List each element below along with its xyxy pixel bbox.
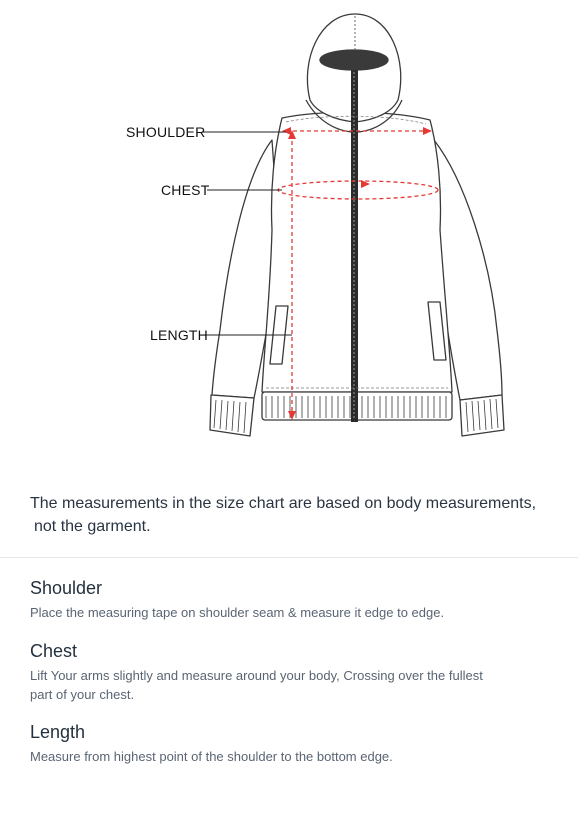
note-line-1: The measurements in the size chart are based on body measurements, bbox=[30, 495, 537, 512]
length-label: LENGTH bbox=[150, 327, 208, 343]
chest-title: Chest bbox=[30, 641, 78, 661]
note-line-2: not the garment. bbox=[34, 518, 151, 535]
shoulder-label: SHOULDER bbox=[126, 124, 206, 140]
chest-label: CHEST bbox=[161, 182, 210, 198]
shoulder-title: Shoulder bbox=[30, 578, 103, 598]
chest-description-line-2: part of your chest. bbox=[30, 687, 135, 702]
chest-description-line-1: Lift Your arms slightly and measure around your body, Crossing over the fullest bbox=[30, 668, 483, 683]
measurement-note bbox=[30, 492, 560, 538]
shoulder-section bbox=[30, 577, 550, 622]
length-section bbox=[30, 721, 550, 766]
shoulder-description: Place the measuring tape on shoulder seam & measure it edge to edge. bbox=[30, 605, 445, 620]
chest-section bbox=[30, 640, 550, 704]
length-title: Length bbox=[30, 722, 86, 742]
length-description: Measure from highest point of the shoulder to the bottom edge. bbox=[30, 749, 393, 764]
divider bbox=[0, 557, 578, 558]
chest-description bbox=[30, 666, 550, 704]
